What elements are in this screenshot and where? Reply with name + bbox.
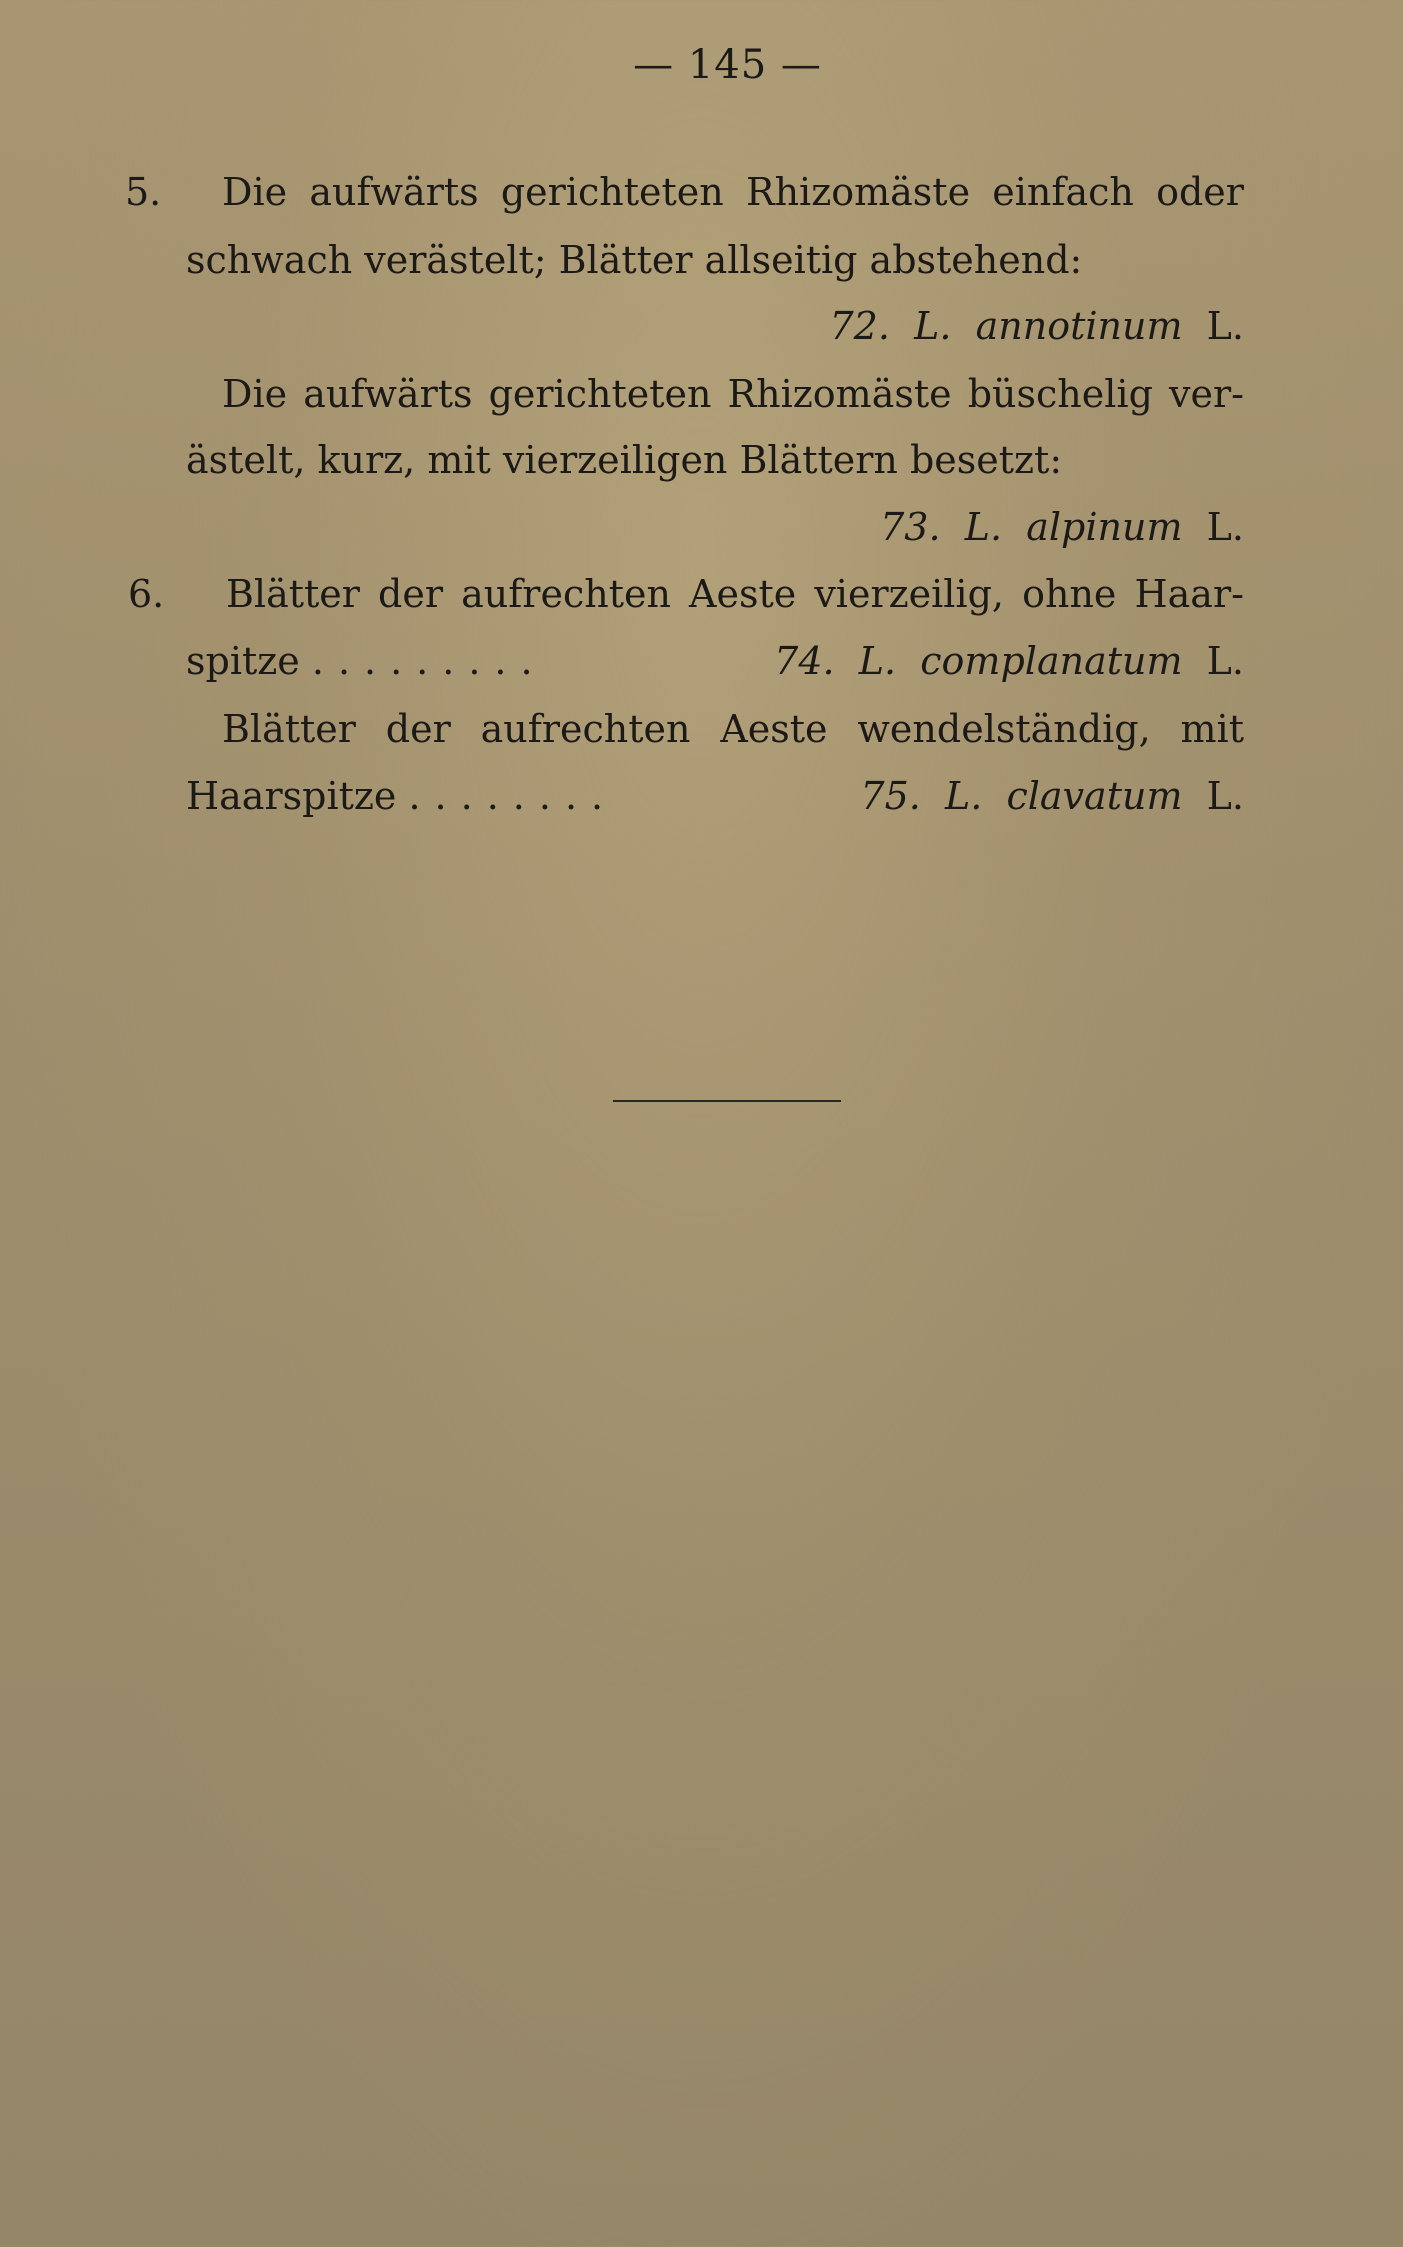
word: der — [378, 572, 444, 616]
word: Aeste — [720, 707, 828, 751]
couplet-number: 5. — [125, 170, 162, 214]
entry-line — [222, 705, 1244, 753]
word: Blätter — [226, 572, 360, 616]
word: aufrechten — [461, 572, 671, 616]
word: ohne — [1022, 572, 1117, 616]
leader-dots: ........ — [408, 774, 618, 818]
species-name: annotinum — [975, 304, 1183, 348]
species-line — [186, 772, 1244, 820]
species-name: alpinum — [1026, 505, 1183, 549]
entry-text: spitze ......... — [186, 639, 547, 683]
genus-abbrev: L. — [964, 505, 1003, 549]
species-line — [186, 503, 1244, 551]
word: Die — [222, 372, 288, 416]
species-number: 74. — [774, 639, 835, 683]
word: Haar- — [1134, 572, 1244, 616]
couplet-number: 6. — [128, 572, 165, 616]
word: büschelig — [967, 372, 1153, 416]
word: aufrechten — [480, 707, 691, 751]
word: ver- — [1168, 372, 1244, 416]
entry-line — [222, 168, 1244, 216]
genus-abbrev: L. — [914, 304, 952, 348]
word: vierzeilig, — [814, 572, 1004, 616]
genus-abbrev: L. — [858, 639, 897, 683]
word: einfach — [992, 170, 1134, 214]
genus-abbrev: L. — [945, 774, 983, 818]
section-end-rule — [613, 1100, 841, 1102]
species-number: 75. — [860, 774, 921, 818]
word: der — [385, 707, 451, 751]
species-line — [186, 637, 1244, 685]
word: Rhizomäste — [745, 170, 971, 214]
word: gerichteten — [500, 170, 724, 214]
word: aufwärts — [309, 170, 479, 214]
author-abbrev: L. — [1206, 505, 1244, 549]
species-line — [186, 302, 1244, 350]
author-abbrev: L. — [1206, 774, 1244, 818]
word: Die — [222, 170, 288, 214]
leader-dots: ......... — [311, 639, 547, 683]
entry-line: schwach verästelt; Blätter allseitig abstehend: — [186, 238, 1083, 282]
word: Aeste — [689, 572, 797, 616]
species-name: clavatum — [1006, 774, 1183, 818]
author-abbrev: L. — [1206, 639, 1244, 683]
word: Blätter — [222, 707, 356, 751]
entry-text: Haarspitze ........ — [186, 774, 618, 818]
entry-line — [222, 370, 1244, 418]
species-name: complanatum — [920, 639, 1183, 683]
word: mit — [1180, 707, 1244, 751]
word: wendelständig, — [857, 707, 1151, 751]
entry-line: ästelt, kurz, mit vierzeiligen Blättern besetzt: — [186, 438, 1063, 482]
author-abbrev: L. — [1206, 304, 1244, 348]
species-number: 73. — [880, 505, 941, 549]
species-number: 72. — [829, 304, 890, 348]
word: oder — [1156, 170, 1244, 214]
word: aufwärts — [303, 372, 473, 416]
page-number: — 145 — — [633, 42, 822, 88]
word: Rhizomäste — [727, 372, 952, 416]
entry-line — [226, 570, 1244, 618]
word: gerichteten — [488, 372, 712, 416]
